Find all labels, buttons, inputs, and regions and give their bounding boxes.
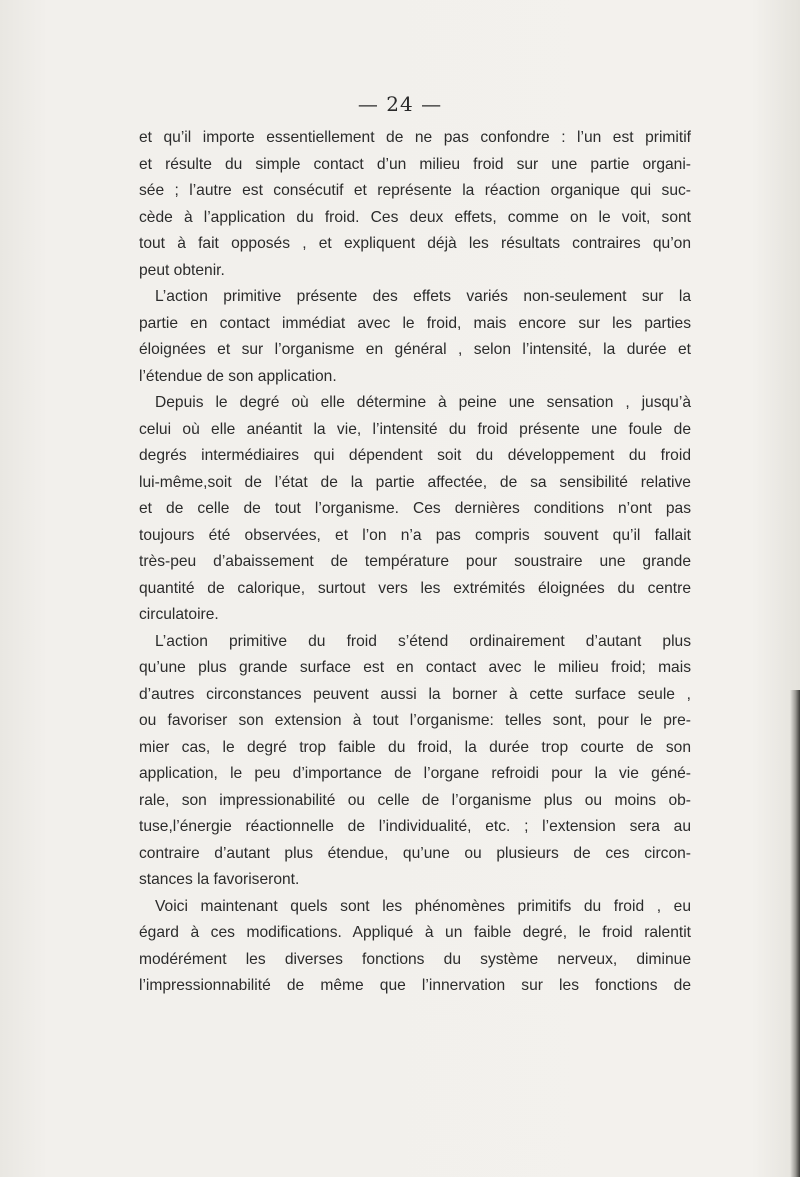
text-line: et de celle de tout l’organisme. Ces dernières conditions n’ont pas [139, 500, 691, 517]
text-line: tuse,l’énergie réactionnelle de l’individualité, etc. ; l’extension sera au [139, 818, 691, 835]
text-line: éloignées et sur l’organisme en général , selon l’intensité, la durée et [139, 341, 691, 358]
text-line: quantité de calorique, surtout vers les extrémités éloignées du centre [139, 579, 691, 597]
text-line: Depuis le degré où elle détermine à peine une sensation , jusqu’à [155, 394, 691, 411]
text-line: l’impressionnabilité de même que l’innervation sur les fonctions de [139, 977, 691, 994]
text-line: l’étendue de son application. [139, 367, 337, 385]
text-line: ou favoriser son extension à tout l’organisme: telles sont, pour le pre- [139, 712, 691, 729]
text-line: tout à fait opposés , et expliquent déjà les résultats contraires qu’on [139, 235, 691, 252]
text-line: rale, son impressionabilité ou celle de l’organisme plus ou moins ob- [139, 791, 691, 809]
body-text [139, 125, 691, 1000]
text-line: mier cas, le degré trop faible du froid, la durée trop courte de son [139, 738, 691, 756]
page-edge-shadow [790, 690, 800, 1177]
text-line: application, le peu d’importance de l’organe refroidi pour la vie géné- [139, 765, 691, 782]
page-number: — 24 — [357, 92, 443, 116]
text-line: et qu’il importe essentiellement de ne pas confondre : l’un est primitif [139, 129, 691, 146]
text-line: cède à l’application du froid. Ces deux effets, comme on le voit, sont [139, 208, 691, 226]
text-line: L’action primitive présente des effets variés non-seulement sur la [155, 288, 691, 305]
text-line: celui où elle anéantit la vie, l’intensité du froid présente une foule de [139, 420, 691, 438]
text-line: stances la favoriseront. [139, 871, 300, 888]
text-line: qu’une plus grande surface est en contact avec le milieu froid; mais [139, 659, 691, 676]
text-line: toujours été observées, et l’on n’a pas compris souvent qu’il fallait [139, 526, 691, 544]
text-line: contraire d’autant plus étendue, qu’une ou plusieurs de ces circon- [139, 844, 691, 862]
text-line: L’action primitive du froid s’étend ordinairement d’autant plus [155, 632, 691, 650]
text-line: Voici maintenant quels sont les phénomènes primitifs du froid , eu [155, 897, 691, 915]
text-line: très-peu d’abaissement de température pour soustraire une grande [139, 553, 691, 570]
text-line: modérément les diverses fonctions du système nerveux, diminue [139, 950, 691, 968]
text-line: d’autres circonstances peuvent aussi la borner à cette surface seule , [139, 685, 691, 703]
text-line: et résulte du simple contact d’un milieu froid sur une partie organi- [139, 155, 691, 173]
text-line: partie en contact immédiat avec le froid, mais encore sur les parties [139, 314, 691, 332]
text-line: circulatoire. [139, 606, 219, 623]
text-line: égard à ces modifications. Appliqué à un faible degré, le froid ralentit [139, 924, 691, 941]
text-line: sée ; l’autre est consécutif et représente la réaction organique qui suc- [139, 182, 691, 199]
text-line: degrés intermédiaires qui dépendent soit du développement du froid [139, 447, 691, 464]
text-line: peut obtenir. [139, 261, 225, 279]
text-line: lui-même,soit de l’état de la partie affectée, de sa sensibilité relative [139, 473, 691, 491]
